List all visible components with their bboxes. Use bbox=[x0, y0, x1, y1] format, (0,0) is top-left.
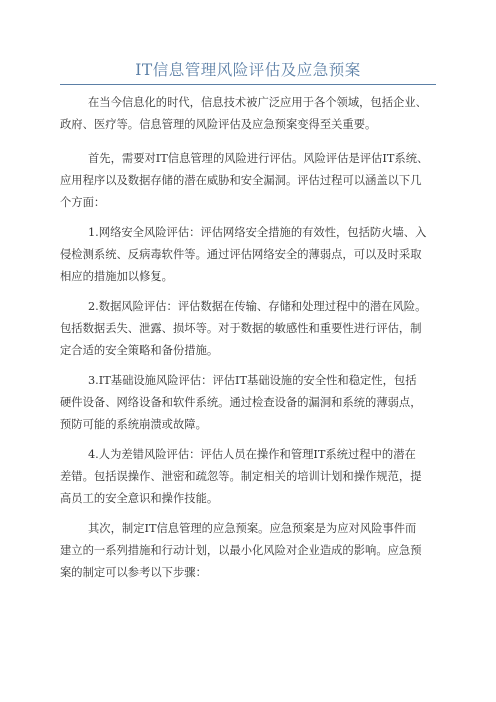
paragraph-line: 应用程序以及数据存储的潜在威胁和安全漏洞。评估过程可以涵盖以下几 bbox=[60, 174, 422, 187]
paragraph-line: 差错。包括误操作、泄密和疏忽等。制定相关的培训计划和操作规范，提 bbox=[60, 470, 422, 483]
paragraph-line: 相应的措施加以修复。 bbox=[60, 270, 173, 283]
paragraph-line: 个方面： bbox=[60, 196, 106, 209]
paragraph-line: 首先，需要对IT信息管理的风险进行评估。风险评估是评估IT系统、 bbox=[88, 152, 429, 165]
paragraph-risk-assessment bbox=[60, 148, 460, 214]
paragraph-line: 包括数据丢失、泄露、损坏等。对于数据的敏感性和重要性进行评估，制 bbox=[60, 322, 422, 335]
paragraph-line: 4.人为差错风险评估：评估人员在操作和管理IT系统过程中的潜在 bbox=[88, 448, 416, 461]
paragraph-line: 在当今信息化的时代，信息技术被广泛应用于各个领域，包括企业、 bbox=[88, 96, 427, 109]
paragraph-line: 侵检测系统、反病毒软件等。通过评估网络安全的薄弱点，可以及时采取 bbox=[60, 248, 422, 261]
paragraph-contingency-plan bbox=[60, 518, 460, 584]
paragraph-human-error-risk bbox=[60, 444, 460, 510]
paragraph-line: 2.数据风险评估：评估数据在传输、存储和处理过程中的潜在风险。 bbox=[88, 300, 427, 313]
paragraph-data-risk bbox=[60, 296, 460, 362]
paragraph-line: 其次，制定IT信息管理的应急预案。应急预案是为应对风险事件而 bbox=[88, 522, 417, 535]
paragraph-line: 案的制定可以参考以下步骤： bbox=[60, 566, 207, 579]
paragraph-intro bbox=[60, 92, 460, 136]
paragraph-line: 3.IT基础设施风险评估：评估IT基础设施的安全性和稳定性，包括 bbox=[88, 374, 417, 387]
paragraph-network-security bbox=[60, 222, 460, 288]
paragraph-line: 1.网络安全风险评估：评估网络安全措施的有效性，包括防火墙、入 bbox=[88, 226, 427, 239]
paragraph-line: 硬件设备、网络设备和软件系统。通过检查设备的漏洞和系统的薄弱点， bbox=[60, 396, 422, 409]
paragraph-line: 建立的一系列措施和行动计划，以最小化风险对企业造成的影响。应急预 bbox=[60, 544, 422, 557]
title-underline bbox=[60, 84, 436, 85]
paragraph-line: 预防可能的系统崩溃或故障。 bbox=[60, 418, 207, 431]
paragraph-line: 定合适的安全策略和备份措施。 bbox=[60, 344, 219, 357]
document-title: IT信息管理风险评估及应急预案 bbox=[135, 61, 361, 79]
paragraph-line: 高员工的安全意识和操作技能。 bbox=[60, 492, 219, 505]
paragraph-line: 政府、医疗等。信息管理的风险评估及应急预案变得至关重要。 bbox=[60, 118, 377, 131]
paragraph-infrastructure-risk bbox=[60, 370, 460, 436]
